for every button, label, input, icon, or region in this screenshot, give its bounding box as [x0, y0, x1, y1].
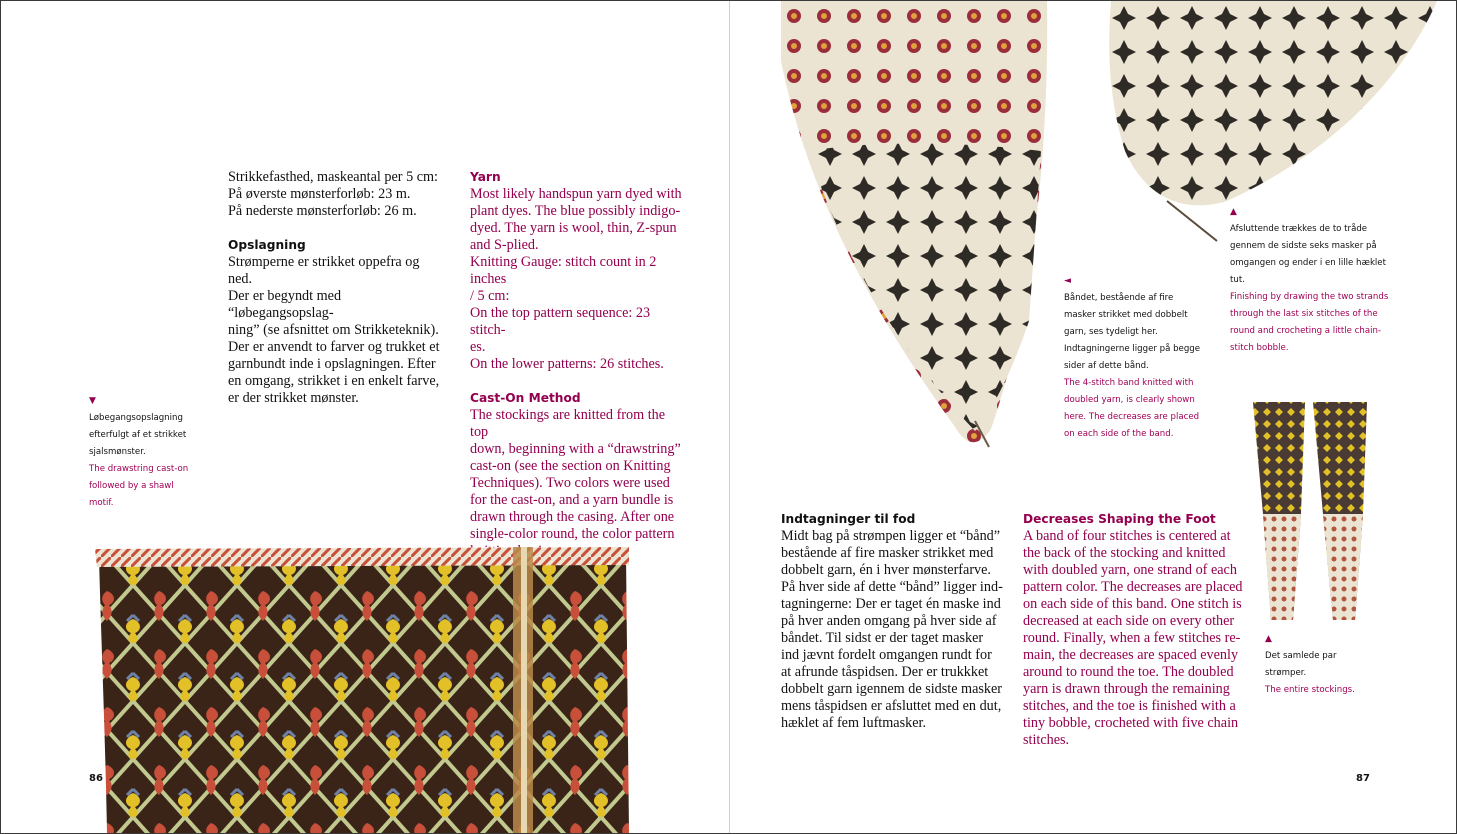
- text-line: Strømperne er strikket oppefra og ned.: [228, 254, 420, 287]
- caption-danish: [89, 410, 209, 461]
- text-line: on each side of the band.: [1064, 429, 1174, 439]
- caption-down-arrow-icon: ▼: [89, 396, 96, 406]
- text-line: and S-plied.: [470, 237, 539, 253]
- yarn-body: [470, 186, 685, 373]
- stocking-cuff-photo: [81, 527, 641, 833]
- caption-stockings: [1265, 631, 1395, 699]
- text-line: Most likely handspun yarn dyed with: [470, 186, 682, 202]
- caption-up-arrow-icon-2: ▲: [1265, 634, 1272, 644]
- text-line: here. The decreases are placed: [1064, 412, 1200, 422]
- english-column-right: [1023, 511, 1245, 749]
- text-line: sjalsmønster.: [89, 447, 146, 457]
- decreases-body: [1023, 528, 1245, 749]
- text-line: decreased at each side on every other: [1023, 613, 1235, 629]
- text-line: bestående af fire masker strikket med: [781, 545, 994, 561]
- text-line: The entire stockings.: [1265, 685, 1355, 695]
- caption-toe-danish: [1064, 290, 1204, 375]
- text-line: down, beginning with a “drawstring”: [470, 441, 681, 457]
- gauge-lines: [228, 169, 443, 220]
- text-line: plant dyes. The blue possibly indigo-: [470, 203, 681, 219]
- danish-column-left: [228, 169, 443, 407]
- text-line: På øverste mønsterforløb: 23 m.: [228, 186, 411, 202]
- text-line: A band of four stitches is centered at: [1023, 528, 1231, 544]
- text-line: followed by a shawl: [89, 481, 174, 491]
- text-line: dyed. The yarn is wool, thin, Z-spun: [470, 220, 677, 236]
- text-line: efterfulgt af et strikket: [89, 430, 187, 440]
- text-line: er der strikket mønster.: [228, 390, 359, 406]
- text-line: doubled yarn, is clearly shown: [1064, 395, 1195, 405]
- toe-photo-left: [779, 1, 1069, 451]
- page-gutter: [729, 1, 730, 833]
- text-line: stitches.: [1023, 732, 1070, 748]
- text-line: through the last six stitches of the: [1230, 309, 1378, 319]
- text-line: garn, ses tydeligt her.: [1064, 327, 1158, 337]
- text-line: The drawstring cast-on: [89, 464, 189, 474]
- text-line: single-color round, the color pattern: [470, 526, 675, 542]
- caption-english: [89, 461, 209, 512]
- danish-column-right: [781, 511, 1003, 732]
- text-line: pattern color. The decreases are placed: [1023, 579, 1243, 595]
- text-line: at afrunde tåspidsen. Der er trukkket: [781, 664, 989, 680]
- stockings-pair-photo: [1249, 394, 1377, 624]
- text-line: round and crocheting a little chain-: [1230, 326, 1382, 336]
- text-line: The stockings are knitted from the top: [470, 407, 666, 440]
- text-line: The 4-stitch band knitted with: [1064, 378, 1194, 388]
- text-line: Indtagningerne ligger på begge: [1064, 344, 1201, 354]
- text-line: ind jævnt fordelt omgangen rundt for: [781, 647, 992, 663]
- page-number-left: 86: [89, 773, 103, 784]
- text-line: gennem de sidste seks masker på: [1230, 241, 1377, 251]
- text-line: stitch bobble.: [1230, 343, 1289, 353]
- text-line: Afsluttende trækkes de to tråde: [1230, 224, 1368, 234]
- text-line: På nederste mønsterforløb: 26 m.: [228, 203, 417, 219]
- text-line: dobbelt garn igennem de sidste masker: [781, 681, 1003, 697]
- text-line: Finishing by drawing the two strands: [1230, 292, 1389, 302]
- text-line: strømper.: [1265, 668, 1307, 678]
- opslagning-body: [228, 254, 443, 407]
- text-line: round. Finally, when a few stitches re-: [1023, 630, 1241, 646]
- text-line: the back of the stocking and knitted: [1023, 545, 1226, 561]
- text-line: around to round the toe. The doubled: [1023, 664, 1234, 680]
- text-line: Det samlede par: [1265, 651, 1337, 661]
- caption-stockings-danish: [1265, 648, 1395, 682]
- text-line: Båndet, bestående af fire: [1064, 293, 1174, 303]
- text-line: Midt bag på strømpen ligger et “bånd”: [781, 528, 1001, 544]
- page-number-right: 87: [1356, 773, 1370, 784]
- text-line: motif.: [89, 498, 114, 508]
- heading-yarn: Yarn: [470, 170, 501, 184]
- text-line: ning” (se afsnittet om Strikketeknik).: [228, 322, 439, 338]
- text-line: Der er anvendt to farver og trukket et: [228, 339, 440, 355]
- text-line: Strikkefasthed, maskeantal per 5 cm:: [228, 169, 438, 185]
- indtagninger-body: [781, 528, 1003, 732]
- caption-stockings-english: [1265, 682, 1395, 699]
- text-line: stitches, and the toe is finished with a: [1023, 698, 1236, 714]
- text-line: tut.: [1230, 275, 1245, 285]
- text-line: on each side of this band. One stitch is: [1023, 596, 1242, 612]
- caption-left-arrow-icon: ◄: [1064, 276, 1071, 286]
- text-line: hæklet af fem luftmasker.: [781, 715, 926, 731]
- text-line: dobbelt garn, én i hver mønsterfarve.: [781, 562, 991, 578]
- text-line: tiny bobble, crocheted with five chain: [1023, 715, 1239, 731]
- text-line: es.: [470, 339, 486, 355]
- caption-up-arrow-icon: ▲: [1230, 207, 1237, 217]
- text-line: with doubled yarn, one strand of each: [1023, 562, 1237, 578]
- caption-toe-band: [1064, 273, 1204, 443]
- text-line: omgangen og ender i en lille hæklet: [1230, 258, 1386, 268]
- text-line: for the cast-on, and a yarn bundle is: [470, 492, 674, 508]
- text-line: cast-on (see the section on Knitting: [470, 458, 671, 474]
- text-line: en omgang, strikket i en enkelt farve,: [228, 373, 440, 389]
- text-line: mens tåspidsen er afsluttet med en dut,: [781, 698, 1002, 714]
- caption-finish-danish: [1230, 221, 1400, 289]
- text-line: på hver anden omgang på hver side af: [781, 613, 997, 629]
- text-line: / 5 cm:: [470, 288, 510, 304]
- text-line: Knitting Gauge: stitch count in 2 inches: [470, 254, 657, 287]
- caption-toe-english: [1064, 375, 1204, 443]
- text-line: tagningerne: Der er taget én maske ind: [781, 596, 1001, 612]
- text-line: On the lower patterns: 26 stitches.: [470, 356, 664, 372]
- heading-decreases: Decreases Shaping the Foot: [1023, 512, 1216, 526]
- caption-finish-english: [1230, 289, 1400, 357]
- caption-finish: [1230, 204, 1400, 357]
- heading-cast-on: Cast-On Method: [470, 391, 581, 405]
- heading-indtagninger: Indtagninger til fod: [781, 512, 916, 526]
- text-line: båndet. Til sidst er der taget masker: [781, 630, 984, 646]
- text-line: garnbundt inde i opslagningen. Efter: [228, 356, 436, 372]
- english-column-left: [470, 169, 685, 560]
- text-line: drawn through the casing. After one: [470, 509, 675, 525]
- text-line: main, the decreases are spaced evenly: [1023, 647, 1239, 663]
- caption-cast-on: [89, 393, 209, 512]
- text-line: sider af dette bånd.: [1064, 361, 1149, 371]
- text-line: masker strikket med dobbelt: [1064, 310, 1188, 320]
- text-line: Der er begyndt med “løbegangsopslag-: [228, 288, 342, 321]
- text-line: On the top pattern sequence: 23 stitch-: [470, 305, 651, 338]
- text-line: yarn is drawn through the remaining: [1023, 681, 1230, 697]
- text-line: Løbegangsopslagning: [89, 413, 183, 423]
- text-line: Techniques). Two colors were used: [470, 475, 670, 491]
- heading-opslagning: Opslagning: [228, 238, 306, 252]
- text-line: På hver side af dette “bånd” ligger ind-: [781, 579, 1003, 595]
